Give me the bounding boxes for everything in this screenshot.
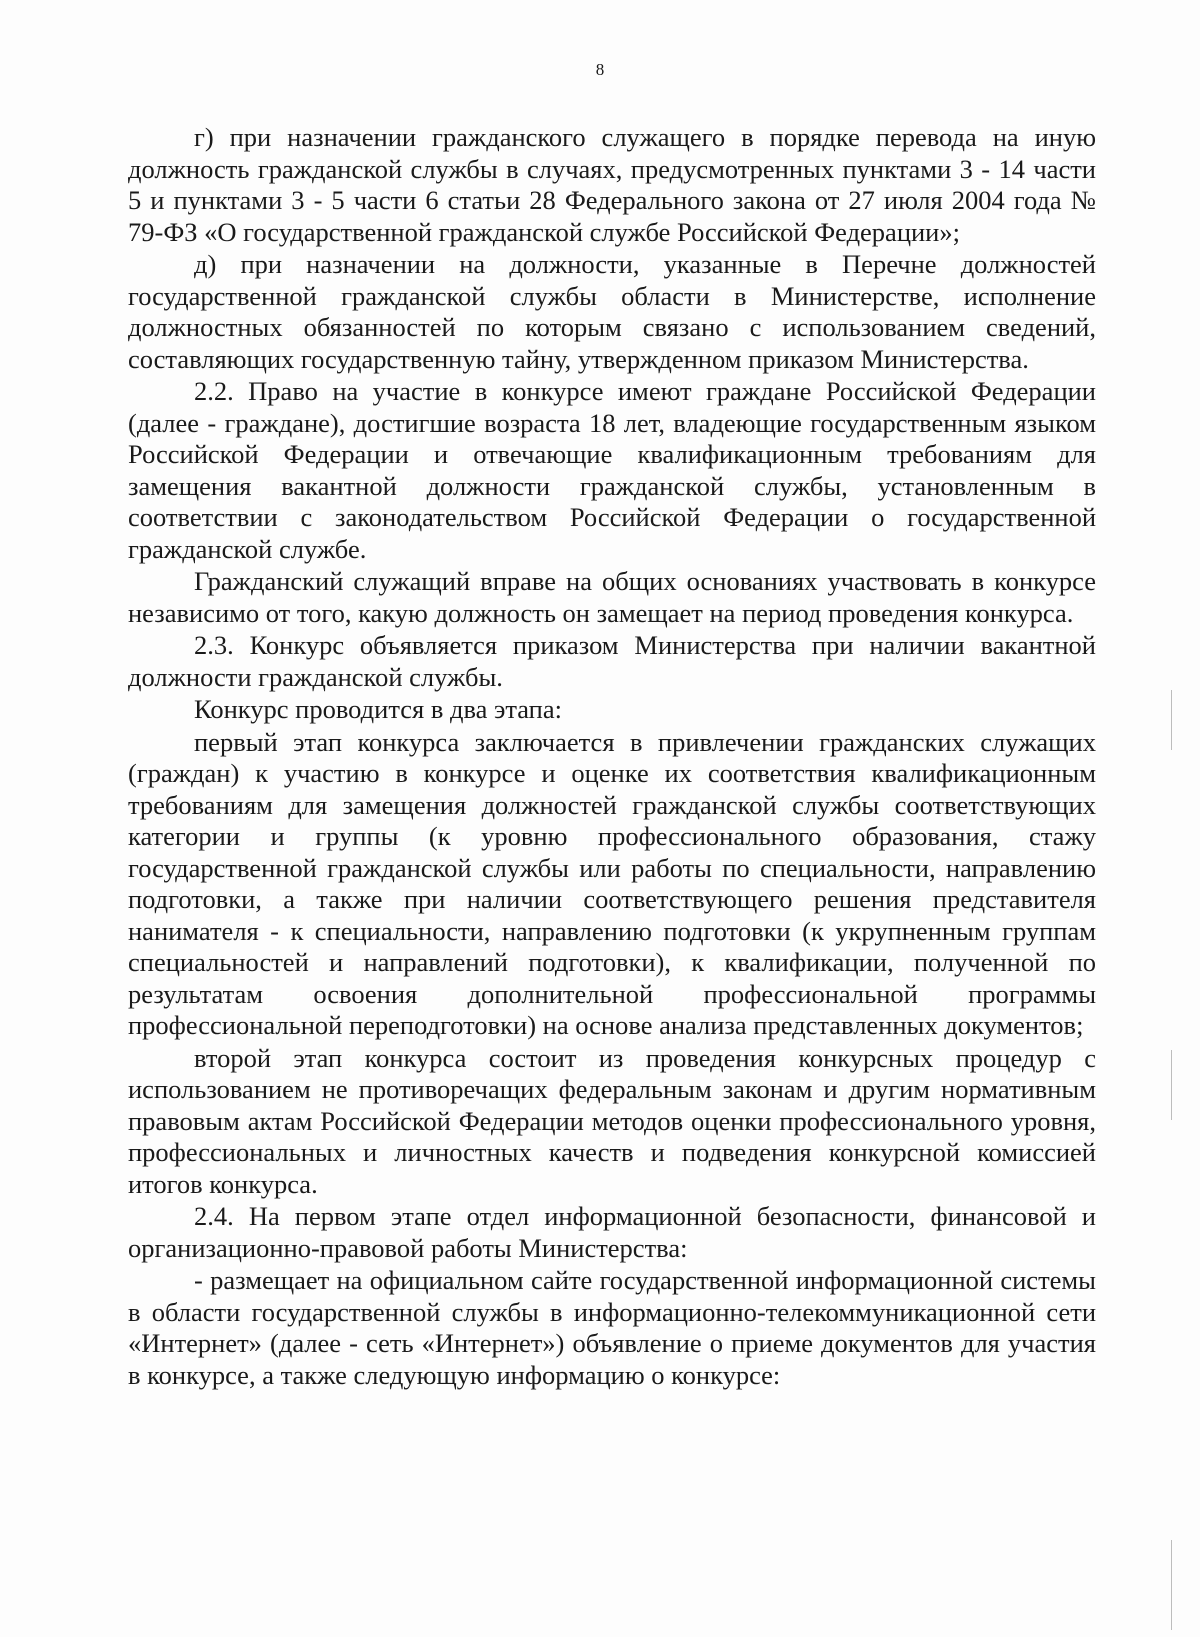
document-body (128, 122, 1096, 1392)
paragraph-item-d: д) при назначении на должности, указанные в Перечне должностей государственной гражданской службы области в Министерстве, исполнение должностных обязанностей по которым связано с использованием сведений, составляющих государственную тайну, утвержденном приказом Министерства. (128, 249, 1096, 374)
page-number: 8 (595, 60, 605, 79)
paragraph-two-stages: Конкурс проводится в два этапа: (194, 694, 562, 724)
paragraph-civil-servant-right: Гражданский служащий вправе на общих основаниях участвовать в конкурсе независимо от того, какую должность он замещает на период проведения конкурса. (128, 566, 1096, 628)
scan-edge-mark (1171, 690, 1172, 750)
paragraph-second-stage: второй этап конкурса состоит из проведения конкурсных процедур с использованием не противоречащих федеральным законам и другим нормативным правовым актам Российской Федерации методов оценки профессионального уровня, профессиональных и личностных качеств и подведения конкурсной комиссией итогов конкурса. (128, 1042, 1096, 1199)
paragraph-2-2: 2.2. Право на участие в конкурсе имеют граждане Российской Федерации (далее - граждане), достигшие возраста 18 лет, владеющие государственным языком Российской Федерации и отвечающие квалификационным требованиям для замещения вакантной должности гражданской службы, установленным в соответствии с законодательством Российской Федерации о государственной гражданской службе. (128, 376, 1096, 564)
paragraph-item-g: г) при назначении гражданского служащего в порядке перевода на иную должность гражданской службы в случаях, предусмотренных пунктами 3 - 14 части 5 и пунктами 3 - 5 части 6 статьи 28 Федерального закона от 27 июля 2004 года № 79-ФЗ «О государственной гражданской службе Российской Федерации»; (128, 122, 1096, 247)
scan-edge-mark (1171, 1540, 1172, 1630)
paragraph-publication: - размещает на официальном сайте государственной информационной системы в области государственной службы в информационно-телекоммуникационной сети «Интернет» (далее - сеть «Интернет») объявление о приеме документов для участия в конкурсе, а также следующую информацию о конкурсе: (128, 1265, 1096, 1390)
paragraph-2-4: 2.4. На первом этапе отдел информационной безопасности, финансовой и организационно-правовой работы Министерства: (128, 1201, 1096, 1263)
paragraph-2-3: 2.3. Конкурс объявляется приказом Министерства при наличии вакантной должности гражданской службы. (128, 630, 1096, 692)
paragraph-first-stage: первый этап конкурса заключается в привлечении гражданских служащих (граждан) к участию в конкурсе и оценке их соответствия квалификационным требованиям для замещения должностей гражданской службы соответствующих категории и группы (к уровню профессионального образования, стажу государственной гражданской службы или работы по специальности, направлению подготовки, а также при наличии соответствующего решения представителя нанимателя - к специальности, направлению подготовки (к укрупненным группам специальностей и направлений подготовки), к квалификации, полученной по результатам освоения дополнительной профессиональной программы профессиональной переподготовки) на основе анализа представленных документов; (128, 726, 1096, 1040)
scan-edge-mark (1171, 1050, 1172, 1120)
